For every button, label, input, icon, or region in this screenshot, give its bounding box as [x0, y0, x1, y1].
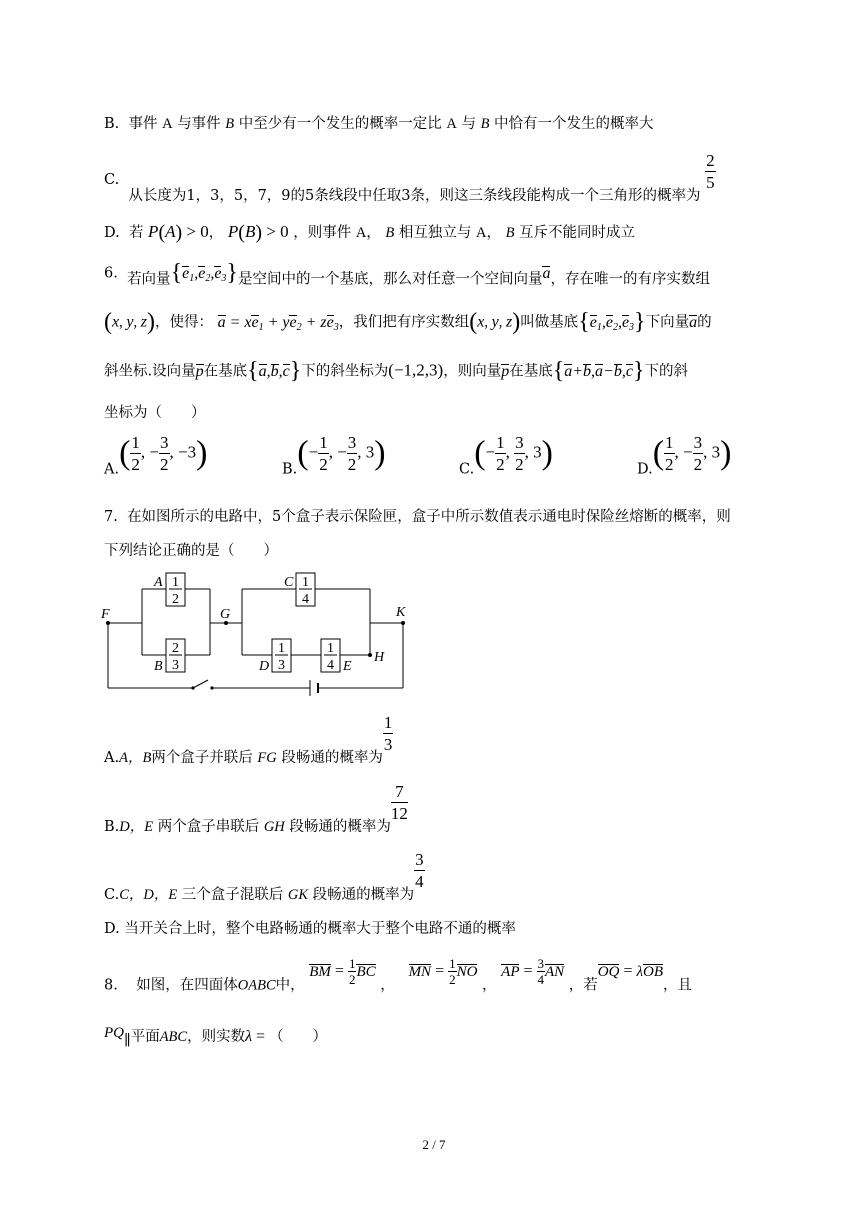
box-e-num: 1: [327, 641, 334, 656]
q7-option-d[interactable]: D. 当开关合上时，整个电路畅通的概率大于整个电路不通的概率: [104, 921, 516, 937]
q7-line-1: 7. 在如图所示的电路中，5个盒子表示保险匣，盒子中所示数值表示通电时保险丝熔断的概率，则: [104, 509, 731, 525]
box-b-label: B: [154, 659, 163, 674]
option-b-line: B. 事件 A 与事件 B 中至少有一个发生的概率一定比 A 与 B 中恰有一个发生的概率大: [104, 116, 654, 132]
box-d-num: 1: [278, 641, 285, 656]
page-number: 2 / 7: [422, 1137, 446, 1152]
box-c-label: C: [284, 575, 294, 590]
q7-option-c[interactable]: C.C，D，E 三个盒子混联后 GK 段畅通的概率为 $\frac{3}{4}$: [104, 850, 424, 903]
q6-option-c[interactable]: C.(− $\frac{1}{2}$ , $\frac{3}{2}$ , 3): [459, 433, 553, 478]
circuit-diagram: [98, 568, 418, 698]
box-b-num: 2: [172, 641, 179, 656]
q6-option-b[interactable]: B.(− $\frac{1}{2}$ , − $\frac{3}{2}$ , 3): [282, 433, 386, 478]
q7-option-b[interactable]: B.D，E 两个盒子串联后 GH 段畅通的概率为 $\frac{7}{12}$: [104, 782, 408, 835]
box-d-label: D: [259, 659, 270, 674]
box-e-label: E: [343, 659, 352, 674]
box-e-den: 4: [327, 658, 334, 673]
box-b-den: 3: [172, 658, 179, 673]
q6-line-1: 6. 若向量$\{e_1,e_2,e_3\}$是空间中的一个基底，那么对任意一个空间向量a，存在唯一的有序实数组: [104, 260, 710, 288]
box-a-label: A: [154, 575, 163, 590]
q6-option-a[interactable]: A.( $\frac{1}{2}$ , − $\frac{3}{2}$ , −3): [104, 433, 208, 478]
box-c-den: 4: [302, 592, 309, 607]
node-f-label: F: [101, 607, 110, 622]
q7-line-2: 下列结论正确的是（ ）: [104, 543, 278, 559]
option-d-line: D. 若 P(A) > 0， P(B) > 0 ，则事件 A， B 相互独立与 A， B 互斥不能同时成立: [104, 221, 636, 244]
box-c-num: 1: [302, 575, 309, 590]
q6-line-2: (x, y, z)，使得： $a = xe_1 + ye_2 + ze_3$，我们把有序实数组(x, y, z)叫做基底$\{e_1,e_2,e_3\}$下向量a的: [104, 309, 712, 335]
node-g-label: G: [220, 607, 231, 622]
q6-line-3: 斜坐标.设向量p在基底{a,b,c}下的斜坐标为(−1,2,3)，则向量p在基底{a+b,a−b,c}下的斜: [104, 358, 688, 384]
q8-line-1: 8. 如图，在四面体OABC中， BM = $\frac{1}{2}$ BC ， MN = $\frac{1}{2}$ NO ， AP = $\frac{3}{4}$ AN ，若OQ = λOB，且: [104, 956, 692, 994]
q7-option-a[interactable]: A.A，B两个盒子并联后 FG 段畅通的概率为 $\frac{1}{3}$: [104, 713, 393, 766]
q8-line-2: PQ∥平面ABC，则实数λ = （ ）: [104, 1025, 328, 1049]
node-h-label: H: [374, 650, 385, 665]
q6-line-4: 坐标为（ ）: [104, 405, 206, 421]
option-c-line: C. 从长度为1，3，5，7，9的5条线段中任取3条，则这三条线段能构成一个三角形的概率为 $\frac{2}{5}$: [104, 151, 715, 204]
q6-option-d[interactable]: D.( $\frac{1}{2}$ , − $\frac{3}{2}$ , 3): [637, 433, 732, 478]
node-k-label: K: [396, 605, 406, 620]
box-d-den: 3: [278, 658, 285, 673]
box-a-den: 2: [172, 592, 179, 607]
box-a-num: 1: [172, 575, 179, 590]
